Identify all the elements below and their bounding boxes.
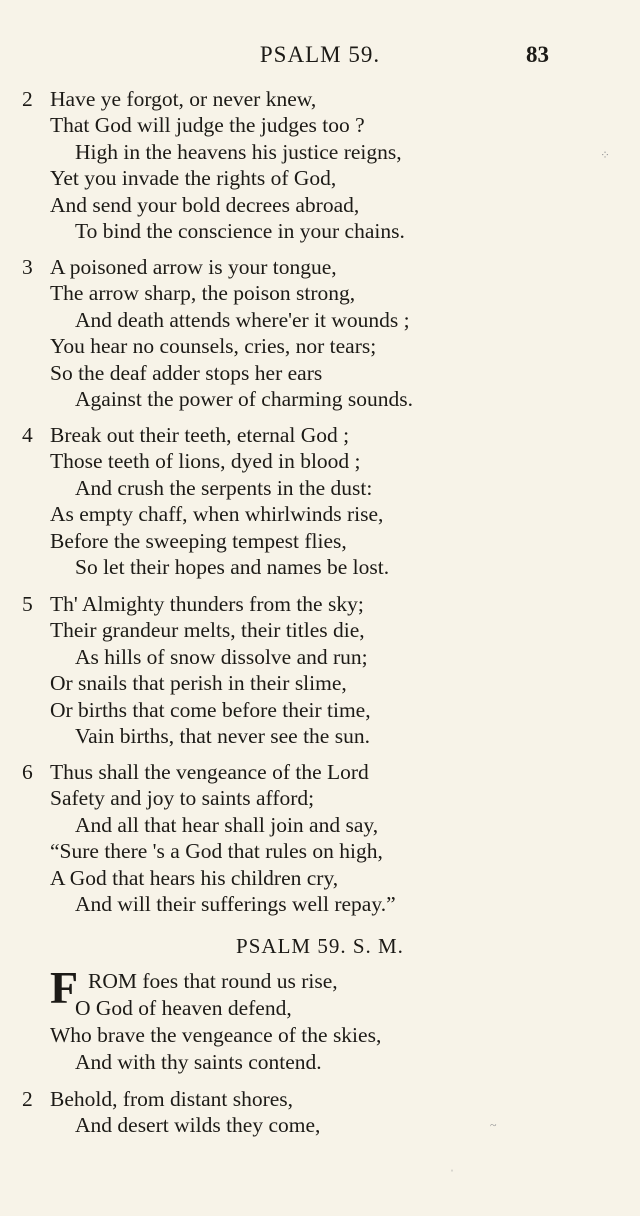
drop-cap: F: [50, 962, 79, 1013]
verse-line: As empty chaff, when whirlwinds rise,: [50, 502, 384, 526]
stanza-number: 2: [22, 1087, 33, 1111]
verse-line: And send your bold decrees abroad,: [50, 193, 360, 217]
page-header-title: PSALM 59.: [259, 42, 381, 67]
verse-line: ROM foes that round us rise,: [88, 969, 338, 993]
verse-line: Vain births, that never see the sun.: [75, 724, 370, 748]
paper-speck: ~: [490, 1118, 497, 1132]
verse-line: “Sure there 's a God that rules on high,: [50, 839, 383, 863]
verse-line: That God will judge the judges too ?: [50, 113, 365, 137]
verse-line: Behold, from distant shores,: [50, 1087, 294, 1111]
verse-line: Before the sweeping tempest flies,: [50, 529, 347, 553]
stanza-number: 4: [22, 423, 33, 447]
verse-line: And all that hear shall join and say,: [75, 813, 379, 837]
verse-line: And crush the serpents in the dust:: [75, 476, 373, 500]
verse-line: A God that hears his children cry,: [50, 866, 339, 890]
verse-line: The arrow sharp, the poison strong,: [50, 281, 356, 305]
verse-line: You hear no counsels, cries, nor tears;: [50, 334, 377, 358]
verse-line: Safety and joy to saints afford;: [50, 786, 315, 810]
verse-line: Their grandeur melts, their titles die,: [50, 618, 365, 642]
page-number: 83: [526, 42, 549, 67]
hymn-subtitle: PSALM 59. S. M.: [236, 934, 404, 958]
paper-speck: ˌ: [450, 1158, 454, 1172]
verse-line: O God of heaven defend,: [75, 996, 292, 1020]
verse-line: Th' Almighty thunders from the sky;: [50, 592, 364, 616]
verse-line: Or snails that perish in their slime,: [50, 671, 347, 695]
verse-line: Break out their teeth, eternal God ;: [50, 423, 350, 447]
verse-line: So the deaf adder stops her ears: [50, 361, 323, 385]
stanza-number: 6: [22, 760, 33, 784]
verse-line: Or births that come before their time,: [50, 698, 371, 722]
verse-line: And death attends where'er it wounds ;: [75, 308, 410, 332]
stanza-number: 5: [22, 592, 33, 616]
verse-line: High in the heavens his justice reigns,: [75, 140, 402, 164]
verse-line: So let their hopes and names be lost.: [75, 555, 390, 579]
verse-line: Thus shall the vengeance of the Lord: [50, 760, 369, 784]
verse-line: Who brave the vengeance of the skies,: [50, 1023, 382, 1047]
verse-line: Those teeth of lions, dyed in blood ;: [50, 449, 361, 473]
verse-line: Against the power of charming sounds.: [75, 387, 413, 411]
stanza-number: 3: [22, 255, 33, 279]
verse-line: And desert wilds they come,: [75, 1113, 321, 1137]
verse-line: As hills of snow dissolve and run;: [75, 645, 368, 669]
verse-line: Have ye forgot, or never knew,: [50, 87, 317, 111]
stanza-number: 2: [22, 87, 33, 111]
verse-line: Yet you invade the rights of God,: [50, 166, 337, 190]
verse-line: A poisoned arrow is your tongue,: [50, 255, 337, 279]
paper-speck: ⁘: [600, 148, 611, 162]
verse-line: And with thy saints contend.: [75, 1050, 322, 1074]
verse-line: To bind the conscience in your chains.: [75, 219, 405, 243]
verse-line: And will their sufferings well repay.”: [75, 892, 396, 916]
